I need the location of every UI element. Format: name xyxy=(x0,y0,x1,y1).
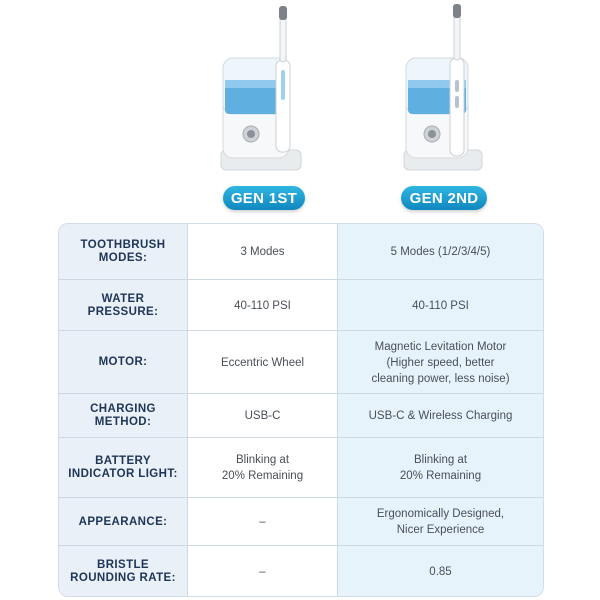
table-row-charging-method xyxy=(59,393,543,438)
row-label: MOTOR: xyxy=(98,356,148,368)
gen2-value: Magnetic Levitation Motor (Higher speed, better cleaning power, less noise) xyxy=(371,340,510,385)
gen1-value: Blinking at 20% Remaining xyxy=(221,454,304,482)
gen2-badge: GEN 2ND xyxy=(401,186,487,210)
table-row-motor xyxy=(59,330,543,394)
gen2-value: 5 Modes (1/2/3/4/5) xyxy=(390,245,491,258)
gen1-value: 40-110 PSI xyxy=(234,299,291,312)
gen1-value: – xyxy=(259,565,266,578)
comparison-table xyxy=(58,223,544,597)
gen2-value: 0.85 xyxy=(429,565,452,578)
row-label: WATER PRESSURE: xyxy=(87,292,159,318)
gen1-value: Eccentric Wheel xyxy=(220,356,305,369)
table-row-water-pressure xyxy=(59,279,543,331)
row-label: BATTERY INDICATOR LIGHT: xyxy=(68,455,178,480)
table-row-battery-indicator xyxy=(59,437,543,498)
row-label: BRISTLE ROUNDING RATE: xyxy=(70,558,176,584)
gen1-badge: GEN 1ST xyxy=(223,186,305,210)
gen2-value: Blinking at 20% Remaining xyxy=(399,454,482,482)
table-row-appearance xyxy=(59,497,543,546)
row-label: APPEARANCE: xyxy=(78,515,168,528)
gen2-value: Ergonomically Designed, Nicer Experience xyxy=(376,508,505,536)
water-flosser-gen1-image xyxy=(209,0,319,178)
table-row-bristle-rounding-rate xyxy=(59,545,543,597)
gen2-value: 40-110 PSI xyxy=(412,299,469,312)
row-label: CHARGING METHOD: xyxy=(90,403,156,428)
gen1-value: – xyxy=(259,516,266,528)
gen2-value: USB-C & Wireless Charging xyxy=(368,410,513,422)
gen1-value: 3 Modes xyxy=(240,245,285,258)
table-row-toothbrush-modes xyxy=(59,224,543,279)
row-label: TOOTHBRUSH MODES: xyxy=(80,238,166,264)
gen1-value: USB-C xyxy=(244,410,281,422)
water-flosser-gen2-image xyxy=(388,0,498,178)
